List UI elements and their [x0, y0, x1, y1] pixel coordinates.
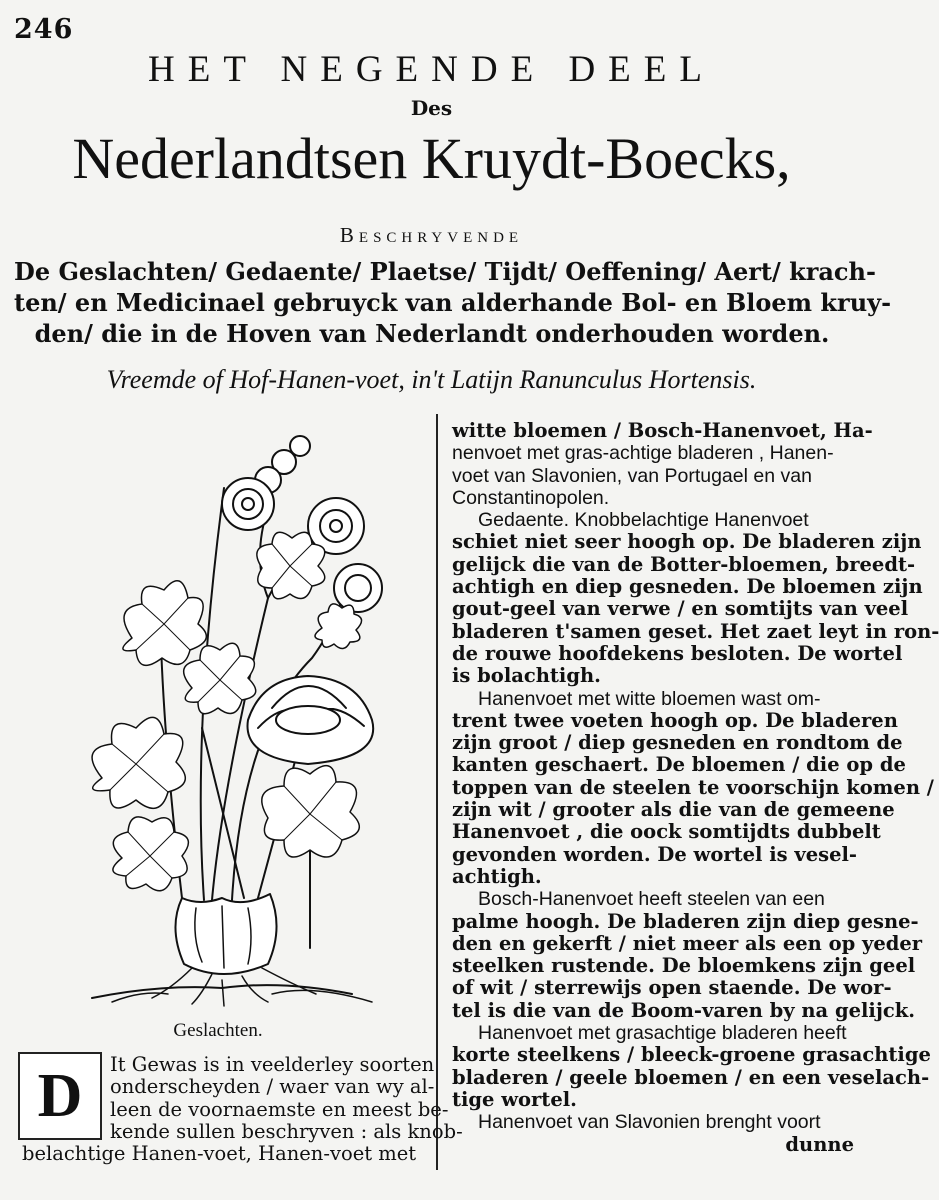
text-line: steelken rustende. De bloemkens zijn geel — [452, 954, 916, 978]
text-line: gevonden worden. De wortel is vesel- — [452, 842, 858, 866]
right-column-text — [452, 419, 939, 1156]
text-line: kende sullen beschryven : als knob- — [110, 1119, 463, 1143]
text-line: gout-geel van verwe / en somtijts van veel — [452, 597, 909, 621]
part-title: HET NEGENDE DEEL — [148, 49, 715, 90]
text-line: bladeren / geele bloemen / en een veselach- — [452, 1065, 930, 1089]
text-line: zijn groot / diep gesneden en rondtom de — [452, 731, 903, 755]
figure-caption: Geslachten. — [173, 1020, 263, 1041]
text-line: schiet niet seer hoogh op. De bladeren zijn — [452, 530, 922, 554]
text-line: trent twee voeten hoogh op. De bladeren — [452, 708, 898, 732]
text-line: achtigh en diep gesneden. De bloemen zijn — [452, 575, 923, 599]
des-word: Des — [410, 96, 453, 120]
text-line: Hanenvoet van Slavonien brenght voort — [478, 1111, 821, 1134]
column-divider — [436, 414, 438, 1170]
subtitle-line: De Geslachten/ Gedaente/ Plaetse/ Tijdt/ Oeffening/ Aert/ krach- — [14, 257, 876, 286]
text-line: tel is die van de Boom-varen by na gelijck. — [452, 998, 916, 1022]
text-line: de rouwe hoofdekens besloten. De wortel — [452, 641, 903, 665]
subtitle-line: ten/ en Medicinael gebruyck van alderhande Bol- en Bloem kruy- — [14, 288, 892, 317]
text-line: leen de voornaemste en meest be- — [110, 1097, 449, 1121]
text-line: achtigh. — [452, 864, 542, 888]
text-line: nenvoet met gras-achtige bladeren , Hanen- — [452, 442, 834, 465]
text-line: Bosch-Hanenvoet heeft steelen van een — [478, 888, 825, 911]
text-line: belachtige Hanen-voet, Hanen-voet met — [22, 1142, 417, 1166]
subtitle-line: den/ die in de Hoven van Nederlandt onderhouden worden. — [34, 319, 830, 348]
left-column-text — [22, 1053, 463, 1166]
plant-illustration — [72, 428, 402, 1008]
text-line: witte bloemen / Bosch-Hanenvoet, Ha- — [452, 419, 873, 442]
text-line: Hanenvoet met witte bloemen wast om- — [478, 687, 821, 710]
text-line: kanten geschaert. De bloemen / die op de — [452, 753, 906, 777]
section-label: Beschryvende — [339, 223, 524, 247]
text-line: bladeren t'samen geset. Het zaet leyt in ron- — [452, 619, 939, 643]
page-number: 246 — [14, 14, 74, 45]
plant-heading: Vreemde of Hof-Hanen-voet, in't Latijn Ranunculus Hortensis. — [106, 365, 757, 394]
text-line: onderscheyden / waer van wy al- — [110, 1075, 435, 1099]
text-line: palme hoogh. De bladeren zijn diep gesne- — [452, 909, 919, 933]
text-line: dunne — [785, 1132, 854, 1156]
text-line: gelijck die van de Botter-bloemen, breedt- — [452, 552, 916, 576]
text-line: tige wortel. — [452, 1087, 577, 1111]
text-line: toppen van de steelen te voorschijn komen / — [452, 775, 934, 799]
text-line: Constantinopolen. — [452, 486, 610, 509]
text-line: voet van Slavonien, van Portugael en van — [452, 464, 812, 487]
text-line: den en gekerft / niet meer als een op yeder — [452, 931, 923, 955]
text-line: korte steelkens / bleeck-groene grasachtige — [452, 1043, 931, 1067]
text-line: Gedaente. Knobbelachtige Hanenvoet — [478, 509, 809, 532]
book-title: Nederlandtsen Kruydt-Boecks, — [72, 126, 791, 191]
text-line: It Gewas is in veelderley soorten — [110, 1053, 435, 1076]
text-line: Hanenvoet met grasachtige bladeren heeft — [478, 1022, 847, 1045]
text-line: is bolachtigh. — [452, 664, 601, 688]
text-line: zijn wit / grooter als die van de gemeene — [452, 798, 895, 822]
initial-letter: D — [37, 1062, 83, 1130]
text-line: of wit / sterrewijs open staende. De wor- — [452, 976, 892, 1000]
text-line: Hanenvoet , die oock somtijdts dubbelt — [452, 820, 881, 844]
subtitle — [14, 256, 892, 349]
